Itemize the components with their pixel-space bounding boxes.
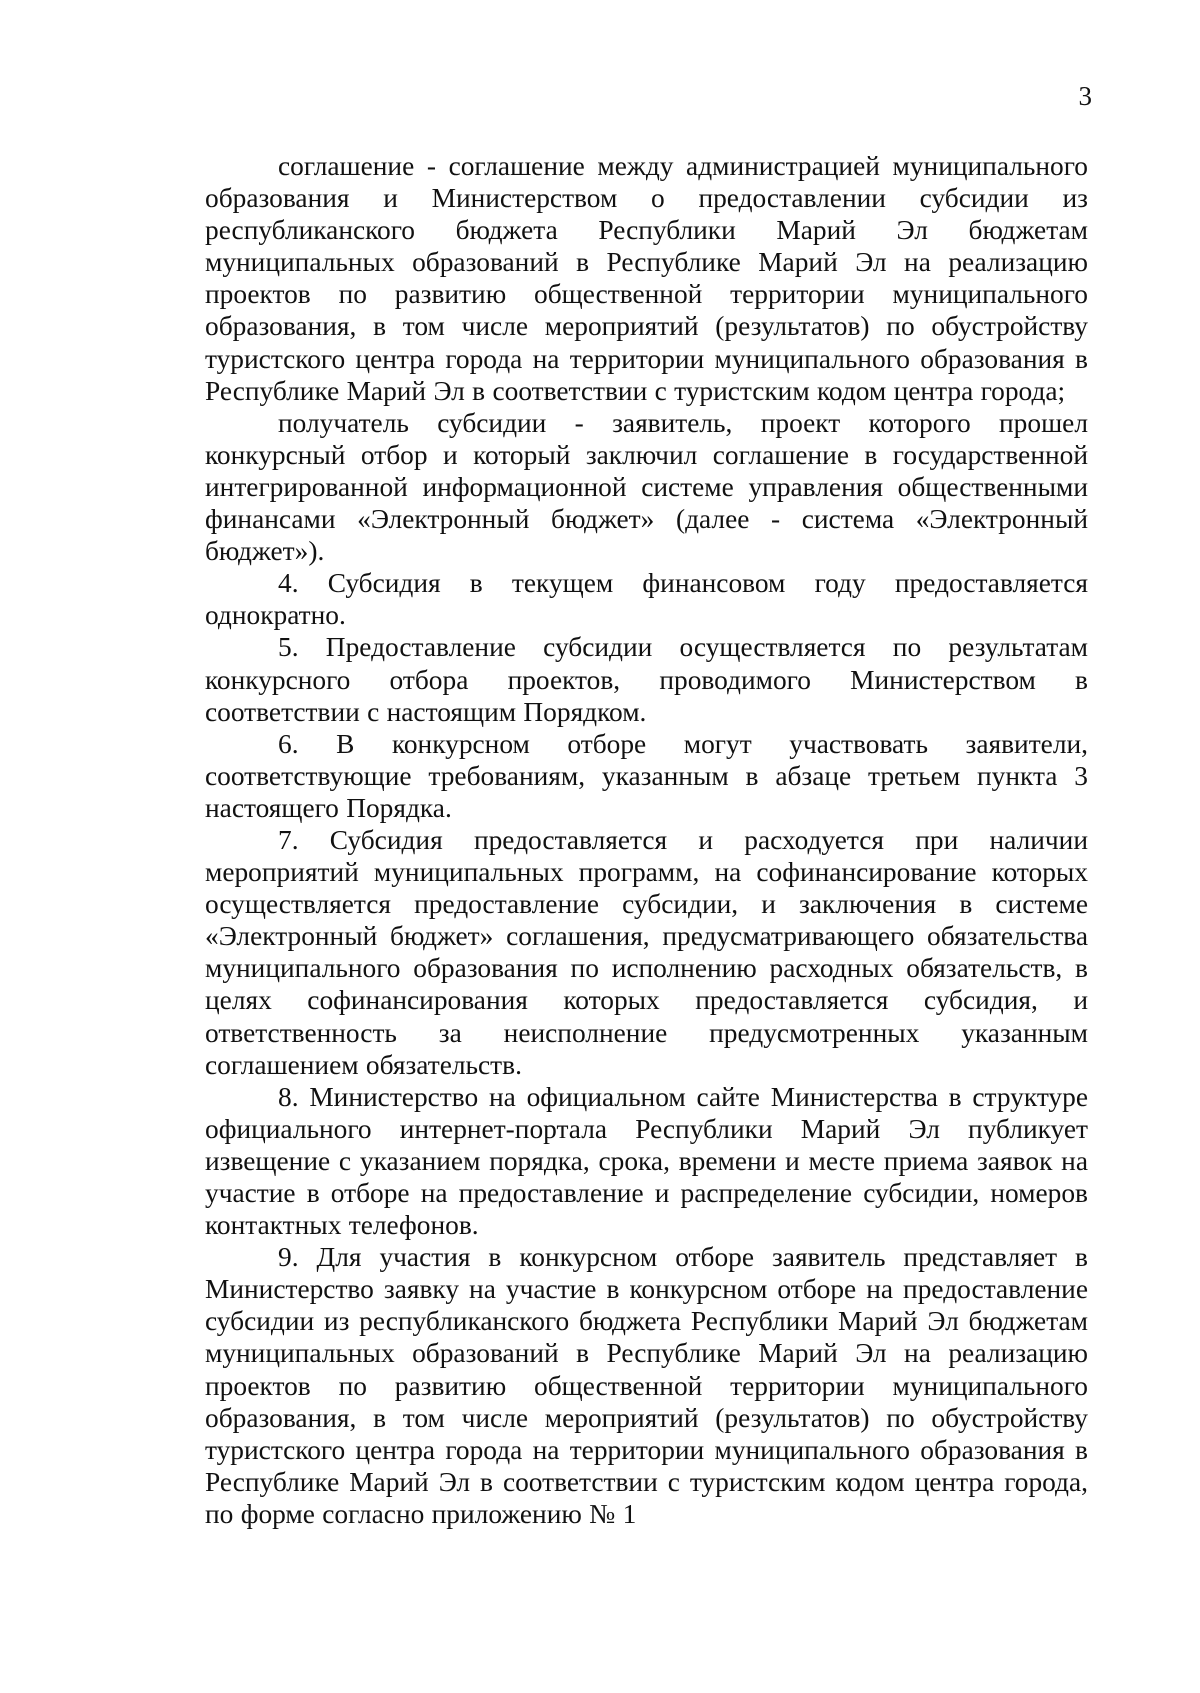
paragraph-item-5: 5. Предоставление субсидии осуществляется по результатам конкурсного отбора проектов, проводимого Министерством в соответствии с настоящим Порядком. bbox=[205, 632, 1088, 727]
paragraph-item-4: 4. Субсидия в текущем финансовом году предоставляется однократно. bbox=[205, 568, 1088, 631]
paragraph-agreement-definition: соглашение - соглашение между администрацией муниципального образования и Министерством о предоставлении субсидии из республиканского бюджета Республики Марий Эл бюджетам муниципальных образований в Республике Марий Эл на реализацию проектов по развитию общественной территории муниципального образования, в том числе мероприятий (результатов) по обустройству туристского центра города на территории муниципального образования в Республике Марий Эл в соответствии с туристским кодом центра города; bbox=[205, 151, 1088, 406]
paragraph-item-6: 6. В конкурсном отборе могут участвовать заявители, соответствующие требованиям, указанным в абзаце третьем пункта 3 настоящего Порядка. bbox=[205, 728, 1088, 823]
paragraph-item-9: 9. Для участия в конкурсном отборе заявитель представляет в Министерство заявку на участие в конкурсном отборе на предоставление субсидии из республиканского бюджета Республики Марий Эл бюджетам муниципальных образований в Республике Марий Эл на реализацию проектов по развитию общественной территории муниципального образования, в том числе мероприятий (результатов) по обустройству туристского центра города на территории муниципального образования в Республике Марий Эл в соответствии с туристским кодом центра города, по форме согласно приложению № 1 bbox=[205, 1242, 1088, 1529]
document-body bbox=[205, 150, 1088, 1530]
paragraph-item-7: 7. Субсидия предоставляется и расходуется при наличии мероприятий муниципальных программ, на софинансирование которых осуществляется предоставление субсидии, и заключения в системе «Электронный бюджет» соглашения, предусматривающего обязательства муниципального образования по исполнению расходных обязательств, в целях софинансирования которых предоставляется субсидия, и ответственность за неисполнение предусмотренных указанным соглашением обязательств. bbox=[205, 824, 1088, 1080]
paragraph-item-8: 8. Министерство на официальном сайте Министерства в структуре официального интернет-портала Республики Марий Эл публикует извещение с указанием порядка, срока, времени и месте приема заявок на участие в отборе на предоставление и распределение субсидии, номеров контактных телефонов. bbox=[205, 1081, 1088, 1241]
page-number: 3 bbox=[1078, 81, 1092, 111]
paragraph-recipient-definition: получатель субсидии - заявитель, проект которого прошел конкурсный отбор и который заключил соглашение в государственной интегрированной информационной системе управления общественными финансами «Электронный бюджет» (далее - система «Электронный бюджет»). bbox=[205, 407, 1088, 567]
